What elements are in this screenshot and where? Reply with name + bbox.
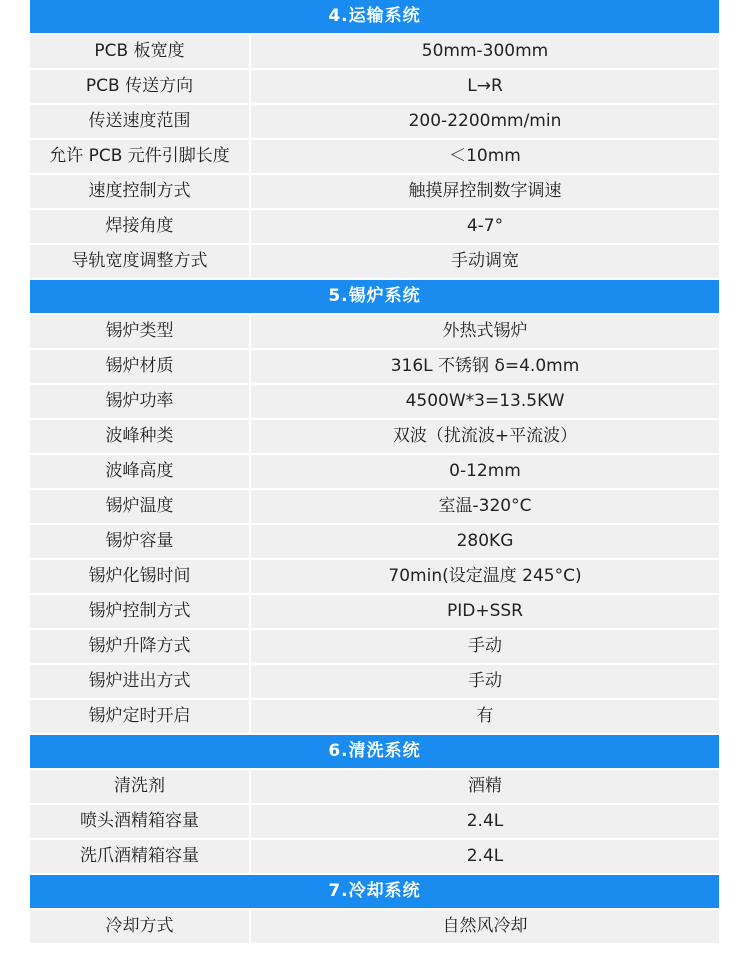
spec-value: 有 (251, 700, 719, 733)
table-row (30, 140, 719, 173)
spec-label: 焊接角度 (30, 210, 249, 243)
spec-value: 2.4L (251, 840, 719, 873)
table-row (30, 665, 719, 698)
spec-label: 锡炉控制方式 (30, 595, 249, 628)
table-row (30, 525, 719, 558)
section-header-cooling: 7.冷却系统 (30, 875, 719, 908)
table-row (30, 595, 719, 628)
spec-label: 洗爪酒精箱容量 (30, 840, 249, 873)
spec-label: 允许 PCB 元件引脚长度 (30, 140, 249, 173)
table-row (30, 910, 719, 943)
section-header-solder-pot: 5.锡炉系统 (30, 280, 719, 313)
spec-label: 波峰种类 (30, 420, 249, 453)
spec-value: 触摸屏控制数字调速 (251, 175, 719, 208)
spec-value: 自然风冷却 (251, 910, 719, 943)
spec-label: 锡炉容量 (30, 525, 249, 558)
table-row (30, 245, 719, 278)
table-row (30, 560, 719, 593)
table-row (30, 35, 719, 68)
table-row (30, 350, 719, 383)
spec-label: 锡炉升降方式 (30, 630, 249, 663)
spec-value: 2.4L (251, 805, 719, 838)
spec-label: 导轨宽度调整方式 (30, 245, 249, 278)
spec-value: 0-12mm (251, 455, 719, 488)
spec-label: 清洗剂 (30, 770, 249, 803)
section-header-cleaning: 6.清洗系统 (30, 735, 719, 768)
spec-label: 速度控制方式 (30, 175, 249, 208)
spec-label: 冷却方式 (30, 910, 249, 943)
spec-label: 锡炉材质 (30, 350, 249, 383)
spec-value: L→R (251, 70, 719, 103)
table-row (30, 700, 719, 733)
spec-label: PCB 板宽度 (30, 35, 249, 68)
spec-label: 波峰高度 (30, 455, 249, 488)
table-row (30, 455, 719, 488)
spec-label: 喷头酒精箱容量 (30, 805, 249, 838)
section-header-transport: 4.运输系统 (30, 0, 719, 33)
spec-value: 手动 (251, 630, 719, 663)
spec-label: 锡炉进出方式 (30, 665, 249, 698)
spec-label: 锡炉定时开启 (30, 700, 249, 733)
table-row (30, 840, 719, 873)
spec-value: 酒精 (251, 770, 719, 803)
spec-value: 316L 不锈钢 δ=4.0mm (251, 350, 719, 383)
table-row (30, 805, 719, 838)
spec-value: 4-7° (251, 210, 719, 243)
spec-value: ＜10mm (251, 140, 719, 173)
spec-value: 外热式锡炉 (251, 315, 719, 348)
spec-label: 锡炉功率 (30, 385, 249, 418)
spec-table (30, 0, 719, 945)
spec-value: 280KG (251, 525, 719, 558)
spec-value: 室温-320°C (251, 490, 719, 523)
table-row (30, 70, 719, 103)
spec-value: PID+SSR (251, 595, 719, 628)
table-row (30, 315, 719, 348)
spec-label: 传送速度范围 (30, 105, 249, 138)
spec-value: 双波（扰流波+平流波） (251, 420, 719, 453)
spec-label: 锡炉化锡时间 (30, 560, 249, 593)
spec-value: 70min(设定温度 245°C) (251, 560, 719, 593)
table-row (30, 420, 719, 453)
spec-value: 手动调宽 (251, 245, 719, 278)
table-row (30, 770, 719, 803)
spec-label: PCB 传送方向 (30, 70, 249, 103)
spec-value: 50mm-300mm (251, 35, 719, 68)
spec-value: 200-2200mm/min (251, 105, 719, 138)
spec-label: 锡炉温度 (30, 490, 249, 523)
table-row (30, 385, 719, 418)
spec-value: 4500W*3=13.5KW (251, 385, 719, 418)
table-row (30, 210, 719, 243)
table-row (30, 490, 719, 523)
spec-label: 锡炉类型 (30, 315, 249, 348)
table-row (30, 175, 719, 208)
table-row (30, 105, 719, 138)
spec-value: 手动 (251, 665, 719, 698)
table-row (30, 630, 719, 663)
